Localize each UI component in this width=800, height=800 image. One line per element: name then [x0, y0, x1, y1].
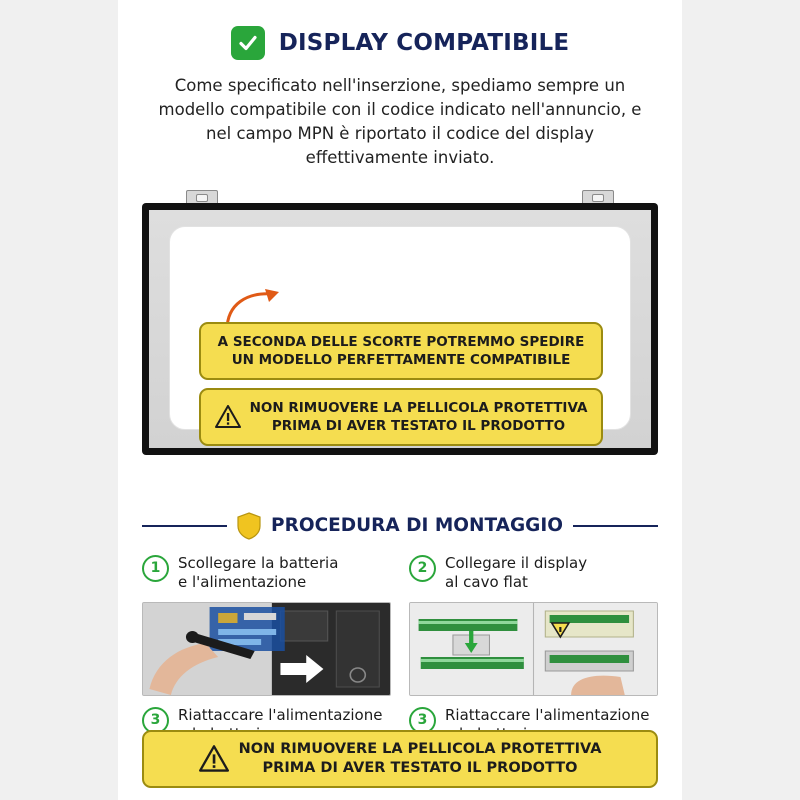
- procedure-header: [142, 512, 658, 540]
- right-margin-rail: [682, 0, 800, 800]
- step-number: 3: [142, 707, 169, 734]
- protective-film-note: [199, 388, 603, 446]
- step-item: [409, 554, 658, 593]
- compatibility-note: [199, 322, 603, 380]
- bottom-warning-text: [239, 740, 602, 778]
- step-label: [178, 554, 338, 593]
- procedure-column-left: [142, 554, 391, 745]
- step-number: 3: [409, 707, 436, 734]
- content-column: [118, 0, 682, 800]
- header: [118, 0, 682, 60]
- check-icon: [231, 26, 265, 60]
- display-illustration: [142, 190, 658, 490]
- display-panel-frame: [142, 203, 658, 455]
- left-margin-rail: [0, 0, 118, 800]
- procedure-column-right: [409, 554, 658, 745]
- bottom-warning-line-2: PRIMA DI AVER TESTATO IL PRODOTTO: [262, 760, 578, 777]
- step-number: 1: [142, 555, 169, 582]
- display-panel-body: [149, 210, 651, 448]
- step-photo-battery-disconnect: [142, 602, 391, 696]
- step-photo-flat-cable-connect: [409, 602, 658, 696]
- step-number: 2: [409, 555, 436, 582]
- protective-film-note-line-1: NON RIMUOVERE LA PELLICOLA PROTETTIVA: [249, 399, 588, 416]
- protective-film-note-text: [250, 399, 588, 435]
- bottom-warning-banner: [142, 730, 658, 788]
- divider-left: [142, 525, 227, 527]
- bottom-warning-line-1: NON RIMUOVERE LA PELLICOLA PROTETTIVA: [238, 741, 602, 758]
- step-label: [445, 554, 587, 593]
- page-title: DISPLAY COMPATIBILE: [278, 30, 570, 56]
- step-label-line-2: e l'alimentazione: [178, 573, 307, 592]
- step-item: [142, 554, 391, 593]
- compatibility-note-line-2: UN MODELLO PERFETTAMENTE COMPATIBILE: [231, 351, 571, 368]
- step-label-line-1: Riattaccare l'alimentazione: [178, 705, 383, 724]
- step-label-line-1: Collegare il display: [445, 553, 588, 572]
- procedure-steps: [142, 554, 658, 745]
- shield-icon: [237, 512, 261, 540]
- step-label-line-1: Scollegare la batteria: [178, 553, 339, 572]
- divider-right: [573, 525, 658, 527]
- intro-paragraph: Come specificato nell'inserzione, spediamo sempre un modello compatibile con il codice indicato nell'annuncio, e nel campo MPN è riportato il codice del display effettivamente inviato.: [158, 76, 642, 167]
- compatibility-note-line-1: A SECONDA DELLE SCORTE POTREMMO SPEDIRE: [217, 333, 585, 350]
- warning-triangle-icon: [199, 745, 229, 773]
- procedure-title: PROCEDURA DI MONTAGGIO: [271, 515, 563, 537]
- step-label-line-2: al cavo flat: [445, 573, 528, 592]
- warning-triangle-icon: [215, 405, 241, 429]
- step-label-line-1: Riattaccare l'alimentazione: [445, 705, 650, 724]
- protective-film-note-line-2: PRIMA DI AVER TESTATO IL PRODOTTO: [271, 417, 566, 434]
